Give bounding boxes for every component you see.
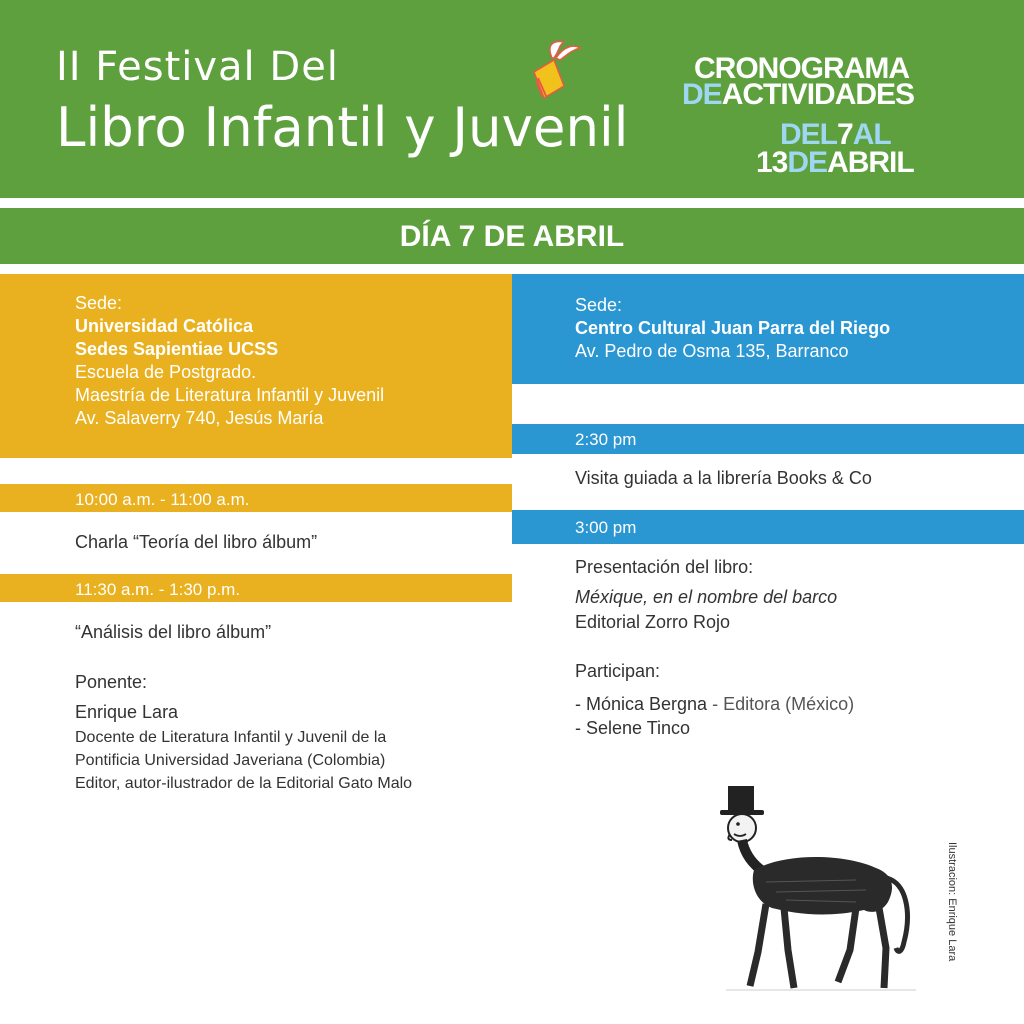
venue-line: Maestría de Literatura Infantil y Juvenil: [75, 385, 385, 405]
crono-actividades-text: ACTIVIDADES: [721, 78, 915, 111]
winged-book-icon: [524, 38, 584, 102]
crono-al-text: AL: [852, 118, 891, 151]
event-time: 3:00 pm: [575, 518, 637, 537]
crono-de2-text: DE: [787, 146, 828, 179]
venue-name: Centro Cultural Juan Parra del Riego: [575, 318, 891, 338]
participant-name: - Selene Tinco: [575, 718, 691, 738]
crono-del-text: DEL: [780, 118, 837, 151]
speaker-name: Enrique Lara: [75, 702, 179, 722]
venue-address: Av. Salaverry 740, Jesús María: [75, 408, 324, 428]
venue-label: Sede:: [75, 293, 123, 313]
venue-label: Sede:: [575, 295, 623, 315]
crono-abril-text: ABRIL: [827, 146, 914, 179]
venue-address: Av. Pedro de Osma 135, Barranco: [575, 341, 849, 361]
participant-item: [575, 718, 690, 739]
event-title: Visita guiada a la librería Books & Co: [575, 468, 872, 488]
crono-de-text: DE: [682, 78, 722, 111]
illustration-credit: Ilustracion: Enrique Lara: [946, 842, 958, 962]
festival-title-line1: II Festival Del: [56, 44, 339, 90]
cronograma-title: CRONOGRAMA: [694, 52, 909, 85]
participant-item: [575, 694, 854, 715]
left-venue-info: [75, 292, 505, 430]
festival-title-line2: Libro Infantil y Juvenil: [56, 96, 629, 159]
right-venue-info: [575, 294, 1015, 363]
venue-name: Sedes Sapientiae UCSS: [75, 339, 279, 359]
event-time: 2:30 pm: [575, 430, 637, 449]
event-time: 10:00 a.m. - 11:00 a.m.: [75, 490, 250, 509]
top-hat-man-dog-illustration: [706, 782, 936, 1002]
date-range-line2: [756, 146, 914, 180]
speaker-description: Pontificia Universidad Javeriana (Colombia): [75, 752, 386, 769]
venue-name: Universidad Católica: [75, 316, 254, 336]
participant-name: - Mónica Bergna: [575, 694, 708, 714]
event-title: Charla “Teoría del libro álbum”: [75, 532, 318, 552]
speaker-description: Editor, autor-ilustrador de la Editorial Gato Malo: [75, 775, 413, 792]
event-time: 11:30 a.m. - 1:30 p.m.: [75, 580, 241, 599]
crono-13-text: 13: [756, 146, 788, 179]
venue-line: Escuela de Postgrado.: [75, 362, 257, 382]
participants-heading: Participan:: [575, 661, 661, 681]
event-title: Presentación del libro:: [575, 557, 754, 577]
crono-7-text: 7: [837, 118, 853, 151]
book-publisher: Editorial Zorro Rojo: [575, 612, 731, 632]
actividades-title: [682, 78, 914, 112]
speaker-heading: Ponente:: [75, 672, 148, 692]
speaker-description: Docente de Literatura Infantil y Juvenil de la: [75, 729, 387, 746]
book-title: Méxique, en el nombre del barco: [575, 587, 838, 607]
participant-role: - Editora (México): [707, 694, 855, 714]
event-title: “Análisis del libro álbum”: [75, 622, 272, 642]
day-title: DÍA 7 DE ABRIL: [399, 220, 625, 253]
